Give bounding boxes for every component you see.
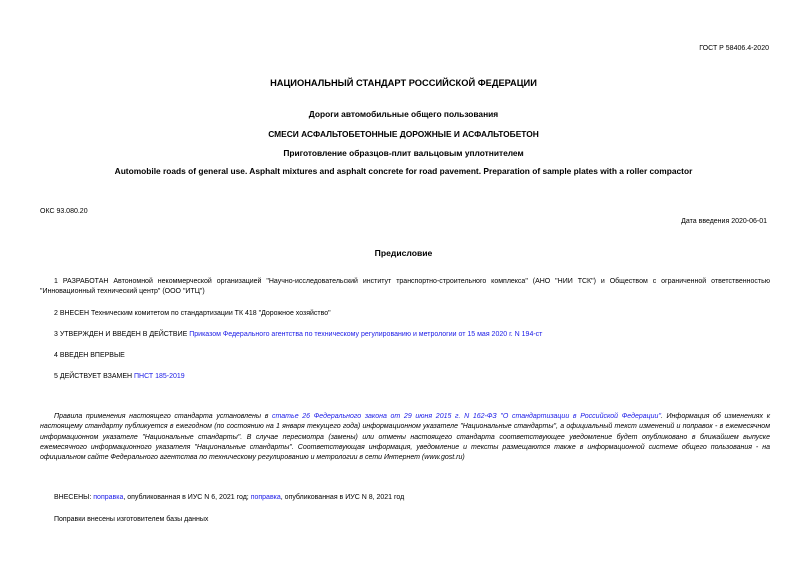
standard-english-title: Automobile roads of general use. Asphalt mixtures and asphalt concrete for road pavement. Preparation of sample plates with a roller compactor — [114, 166, 693, 176]
corrections-note: Поправки внесены изготовителем базы данных — [54, 516, 209, 523]
replaces-label: 5 ДЕЙСТВУЕТ ВЗАМЕН — [54, 373, 134, 380]
amendment-1-info: , опубликованная в ИУС N 6, 2021 год; — [123, 494, 251, 501]
foreword-item-approved — [40, 330, 784, 340]
foreword-item-first-introduced: 4 ВВЕДЕН ВПЕРВЫЕ — [54, 352, 125, 359]
amendments-line — [40, 494, 404, 501]
approved-label: 3 УТВЕРЖДЕН И ВВЕДЕН В ДЕЙСТВИЕ — [54, 331, 190, 338]
introduction-date: Дата введения 2020-06-01 — [681, 218, 767, 225]
federal-law-link[interactable]: статье 26 Федерального закона от 29 июня 2015 г. N 162-ФЗ "О стандартизации в Российской Федерации" — [272, 413, 661, 420]
amendment-2-info: , опубликованная в ИУС N 8, 2021 год — [280, 494, 405, 501]
amendment-link-2[interactable]: поправка — [250, 494, 281, 501]
approval-order-link[interactable]: Приказом Федерального агентства по техническому регулированию и метрологии от 15 мая 2020 г. N 194-ст — [189, 331, 543, 338]
amendment-link-1[interactable]: поправка — [93, 494, 124, 501]
oks-code: ОКС 93.080.20 — [40, 208, 88, 215]
standard-national-title: НАЦИОНАЛЬНЫЙ СТАНДАРТ РОССИЙСКОЙ ФЕДЕРАЦИИ — [270, 78, 537, 88]
standard-main-title: СМЕСИ АСФАЛЬТОБЕТОННЫЕ ДОРОЖНЫЕ И АСФАЛЬТОБЕТОН — [268, 129, 539, 139]
foreword-item-developed: 1 РАЗРАБОТАН Автономной некоммерческой организацией "Научно-исследовательский институт транспортно-строительного комплекса" (АНО "НИИ ТСК") и Обществом с ограниченной ответственностью "Инновационный технический центр" (ООО "ИТЦ") — [40, 278, 770, 296]
rules-text: . Информация об изменениях к настоящему стандарту публикуется в ежегодном (по состоянию на 1 января текущего года) информационном указателе "Национальные стандарты", а официальный текст изменений и поправок - в ежемесячном информационном указателе "Национальные стандарты". В случае пересмотра (замены) или отмены настоящего стандарта соответствующее уведомление будет опубликовано в ближайшем выпуске ежемесячного информационного указателя "Национальные стандарты". Соответствующая информация, уведомление и тексты размещаются также в информационной системе общего пользования - на официальном сайте Федерального агентства по техническому регулированию и метрологии в сети Интернет (www.gost.ru) — [40, 413, 771, 462]
foreword-heading: Предисловие — [374, 248, 433, 258]
amendments-label: ВНЕСЕНЫ: — [54, 494, 94, 501]
foreword-item-submitted: 2 ВНЕСЕН Техническим комитетом по стандартизации ТК 418 "Дорожное хозяйство" — [54, 310, 331, 317]
rules-prefix: Правила применения настоящего стандарта установлены в — [54, 413, 273, 420]
application-rules-paragraph — [40, 412, 770, 463]
standard-subject-title: Дороги автомобильные общего пользования — [308, 109, 499, 119]
document-number: ГОСТ Р 58406.4-2020 — [699, 45, 769, 52]
foreword-item-replaces — [40, 372, 784, 382]
pnst-link[interactable]: ПНСТ 185-2019 — [133, 373, 185, 380]
standard-subtitle: Приготовление образцов-плит вальцовым уплотнителем — [283, 148, 524, 158]
